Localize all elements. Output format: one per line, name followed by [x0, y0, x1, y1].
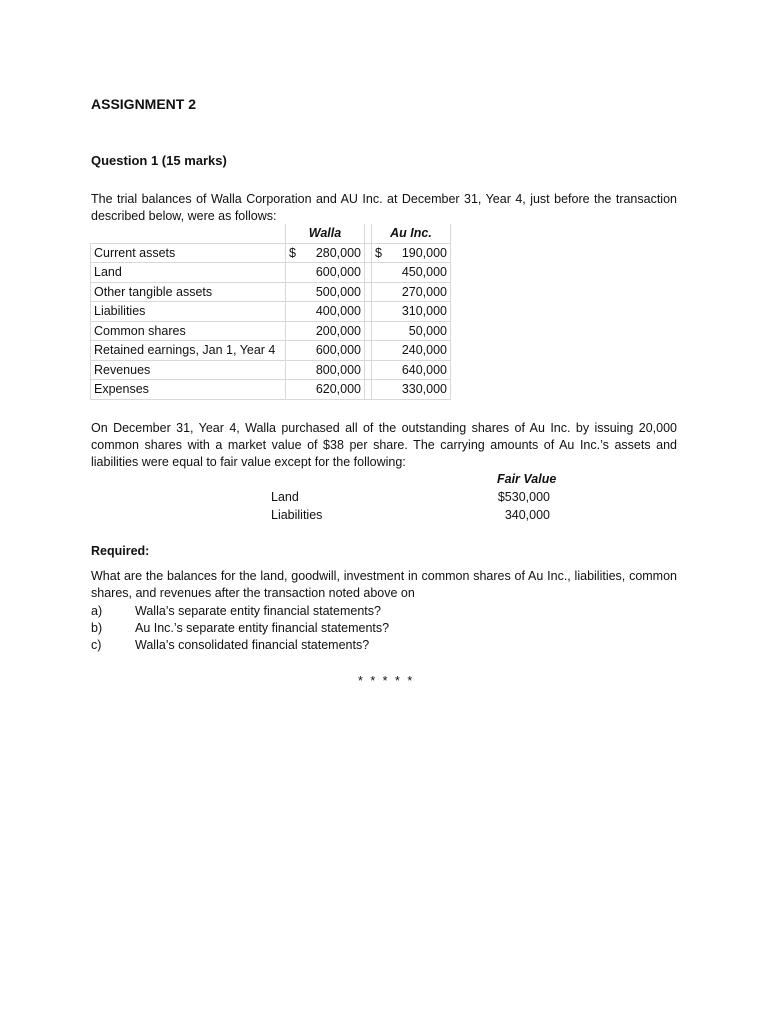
- walla-currency: [286, 341, 303, 361]
- option-letter: b): [91, 621, 103, 635]
- column-gap: [365, 302, 372, 322]
- row-label: Revenues: [91, 360, 286, 380]
- option-text: Walla’s consolidated financial statements?: [135, 638, 370, 652]
- question-heading: Question 1 (15 marks): [91, 153, 227, 168]
- transaction-paragraph: On December 31, Year 4, Walla purchased all of the outstanding shares of Au Inc. by issuing 20,000 common shares with a market value of $38 per share. The carrying amounts of Au Inc.’s assets and liabilities were equal to fair value except for the following:: [91, 421, 677, 469]
- fair-value-label-liabilities: Liabilities: [271, 508, 323, 522]
- required-heading: Required:: [91, 544, 150, 558]
- au-currency: [372, 341, 389, 361]
- fair-value-label-land: Land: [271, 490, 299, 504]
- au-value: 640,000: [388, 360, 451, 380]
- au-currency: [372, 321, 389, 341]
- option-letter: c): [91, 638, 102, 652]
- column-gap: [365, 321, 372, 341]
- walla-value: 600,000: [302, 263, 365, 283]
- table-row: [91, 263, 451, 283]
- walla-currency: [286, 302, 303, 322]
- au-value: 240,000: [388, 341, 451, 361]
- column-gap: [365, 341, 372, 361]
- end-marker: * * * * *: [358, 674, 415, 688]
- table-row: [91, 302, 451, 322]
- row-label: Liabilities: [91, 302, 286, 322]
- au-currency: [372, 360, 389, 380]
- row-label: Other tangible assets: [91, 282, 286, 302]
- walla-currency: [286, 360, 303, 380]
- walla-currency: [286, 321, 303, 341]
- option-text: Walla’s separate entity financial statements?: [135, 604, 381, 618]
- walla-value: 500,000: [302, 282, 365, 302]
- option-b: [91, 620, 389, 637]
- walla-value: 400,000: [302, 302, 365, 322]
- column-gap: [365, 380, 372, 400]
- walla-value: 280,000: [302, 243, 365, 263]
- walla-currency: $: [286, 243, 303, 263]
- walla-currency: [286, 282, 303, 302]
- table-row: [91, 341, 451, 361]
- au-value: 450,000: [388, 263, 451, 283]
- au-currency: $: [372, 243, 389, 263]
- header-blank-cell: [91, 224, 286, 243]
- walla-value: 620,000: [302, 380, 365, 400]
- fair-value-liabilities: 340,000: [504, 508, 550, 522]
- table-header-row: [91, 224, 451, 243]
- option-letter: a): [91, 604, 103, 618]
- walla-value: 800,000: [302, 360, 365, 380]
- walla-value: 600,000: [302, 341, 365, 361]
- column-gap: [365, 360, 372, 380]
- header-au: Au Inc.: [372, 224, 451, 243]
- trial-balance-table: [90, 224, 451, 400]
- option-c: [91, 637, 369, 654]
- au-currency: [372, 282, 389, 302]
- table-row: [91, 243, 451, 263]
- column-gap: [365, 282, 372, 302]
- option-text: Au Inc.’s separate entity financial statements?: [135, 621, 390, 635]
- table-row: [91, 321, 451, 341]
- option-a: [91, 603, 381, 620]
- au-currency: [372, 380, 389, 400]
- walla-currency: [286, 263, 303, 283]
- row-label: Land: [91, 263, 286, 283]
- table-row: [91, 380, 451, 400]
- table-row: [91, 282, 451, 302]
- au-value: 310,000: [388, 302, 451, 322]
- au-currency: [372, 263, 389, 283]
- row-label: Expenses: [91, 380, 286, 400]
- au-value: 50,000: [388, 321, 451, 341]
- row-label: Retained earnings, Jan 1, Year 4: [91, 341, 286, 361]
- au-value: 190,000: [388, 243, 451, 263]
- assignment-title: ASSIGNMENT 2: [91, 96, 197, 112]
- header-walla: Walla: [286, 224, 365, 243]
- column-gap: [365, 263, 372, 283]
- au-value: 330,000: [388, 380, 451, 400]
- required-text: What are the balances for the land, goodwill, investment in common shares of Au Inc., liabilities, common shares, and revenues after the transaction noted above on: [91, 569, 677, 600]
- table-row: [91, 360, 451, 380]
- au-currency: [372, 302, 389, 322]
- walla-value: 200,000: [302, 321, 365, 341]
- au-value: 270,000: [388, 282, 451, 302]
- trial-balance-body: [91, 243, 451, 399]
- fair-value-land: $530,000: [497, 490, 550, 504]
- walla-currency: [286, 380, 303, 400]
- row-label: Common shares: [91, 321, 286, 341]
- fair-value-header: Fair Value: [497, 472, 557, 486]
- column-gap: [365, 243, 372, 263]
- row-label: Current assets: [91, 243, 286, 263]
- header-gap: [365, 224, 372, 243]
- intro-paragraph: The trial balances of Walla Corporation and AU Inc. at December 31, Year 4, just before the transaction described below, were as follows:: [91, 192, 677, 223]
